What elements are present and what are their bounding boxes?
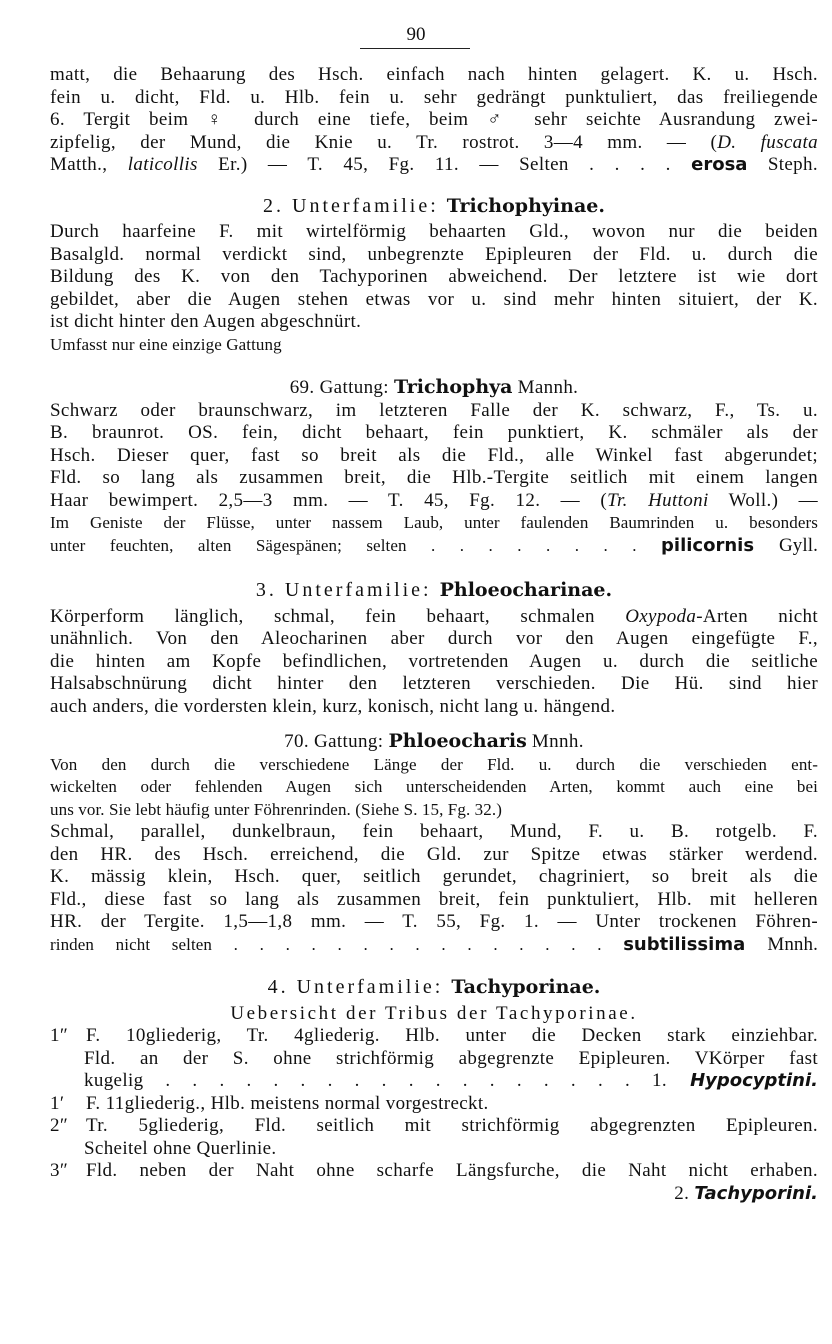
species-name-subtilissima: subtilissima: [623, 933, 746, 955]
text-line: fein u. dicht, Fld. u. Hlb. fein u. sehr gedrängt punktuliert, das freiliegende: [50, 86, 818, 108]
heading-tribes-overview: Uebersicht der Tribus der Tachyporinae.: [230, 1002, 638, 1024]
text-line: rinden nicht selten . . . . . . . . . . . . . . . subtilissima Mnnh.: [50, 933, 818, 955]
paragraph-phloeocharinae: [50, 606, 818, 719]
text-line: Fld., diese fast so lang als zusammen breit, fein punktuliert, Hlb. mit helleren: [50, 888, 818, 910]
text-line: Matth., laticollis Er.) — T. 45, Fg. 11. — Selten . . . . erosa Steph.: [50, 154, 818, 175]
key-number: 1′: [50, 1092, 65, 1114]
document-body: [50, 64, 818, 1205]
key-line: Fld. an der S. ohne strichförmig abgegrenzte Epipleuren. VKörper fast: [84, 1047, 818, 1069]
tribe-key: [50, 1025, 818, 1205]
key-line: 2. Tachyporini.: [674, 1182, 818, 1204]
key-number: 1″: [50, 1025, 69, 1046]
text-line: ist dicht hinter den Augen abgeschnürt.: [50, 311, 362, 332]
text-line: Schwarz oder braunschwarz, im letzteren Falle der K. schwarz, F., Ts. u.: [50, 399, 818, 421]
paragraph-trichophya: [50, 400, 818, 558]
heading-genus-69: 69. Gattung: Trichophya Mannh.: [289, 376, 579, 398]
paragraph-erosa: [50, 64, 818, 177]
text-line: K. mässig klein, Hsch. quer, seitlich gerundet, chagriniert, so breit als die: [50, 866, 818, 887]
text-line: HR. der Tergite. 1,5—1,8 mm. — T. 55, Fg. 1. — Unter trockenen Föhren-: [50, 911, 818, 932]
key-line: 3″ Fld. neben der Naht ohne scharfe Längsfurche, die Naht nicht erhaben.: [50, 1160, 818, 1181]
text-line: B. braunrot. OS. fein, dicht behaart, fein punktiert, K. schmäler als der: [50, 422, 818, 443]
text-line: Körperform länglich, schmal, fein behaart, schmalen Oxypoda-Arten nicht: [50, 605, 818, 627]
heading-subfamily-4: 4. Unterfamilie: Tachyporinae.: [267, 976, 601, 998]
text-line: Hsch. Dieser quer, fast so breit als die Fld., alle Winkel fast abgerundet;: [50, 444, 818, 466]
text-line: Bildung des K. von den Tachyporinen abweichend. Der letztere ist wie dort: [50, 266, 818, 287]
text-line: Umfasst nur eine einzige Gattung: [50, 334, 282, 354]
text-line: wickelten oder fehlenden Augen sich unterscheidenden Arten, kommt auch eine bei: [50, 777, 818, 796]
synonym-huttoni: Tr. Huttoni: [607, 489, 709, 511]
key-number: 3″: [50, 1160, 69, 1181]
page-number: 90: [406, 24, 426, 45]
text-line: 6. Tergit beim ♀ durch eine tiefe, beim ♂ sehr seichte Ausrandung zwei-: [50, 109, 818, 130]
heading-subfamily-3: 3. Unterfamilie: Phloeocharinae.: [255, 579, 613, 601]
key-line: 2″ Tr. 5gliederig, Fld. seitlich mit strichförmig abgegrenzten Epipleuren.: [50, 1115, 818, 1136]
text-line: matt, die Behaarung des Hsch. einfach nach hinten gelagert. K. u. Hsch.: [50, 64, 818, 85]
text-line: Basalgld. normal verdickt sind, unbegrenzte Epipleuren der Fld. u. durch die: [50, 243, 818, 265]
text-line: Im Geniste der Flüsse, unter nassem Laub, unter faulenden Baumrinden u. besonders: [50, 513, 818, 532]
text-line: zipfelig, der Mund, die Knie u. Tr. rostrot. 3—4 mm. — (D. fuscata: [50, 131, 819, 153]
text-line: gebildet, aber die Augen stehen etwas vor u. sind mehr hinten situiert, der K.: [50, 288, 818, 310]
text-line: Fld. so lang als zusammen breit, die Hlb.-Tergite seitlich mit einem langen: [50, 467, 818, 488]
text-line: Halsabschnürung dicht hinter den letzteren verschieden. Die Hü. sind hier: [50, 673, 818, 694]
tribe-name-hypocyptini: Hypocyptini.: [666, 1070, 819, 1091]
key-number: 2″: [50, 1115, 69, 1136]
synonym-laticollis: laticollis: [127, 154, 198, 175]
key-line: Scheitel ohne Querlinie.: [84, 1137, 277, 1159]
key-line: 1′ F. 11gliederig., Hlb. meistens normal vorgestreckt.: [50, 1092, 489, 1114]
text-line: Von den durch die verschiedene Länge der Fld. u. durch die verschieden ent-: [50, 754, 818, 774]
heading-subfamily-2: 2. Unterfamilie: Trichophyinae.: [263, 194, 605, 217]
heading-genus-70: 70. Gattung: Phloeocharis Mnnh.: [284, 730, 584, 752]
paragraph-phloeocharis: [50, 754, 818, 957]
text-line: uns vor. Sie lebt häufig unter Föhrenrinden. (Siehe S. 15, Fg. 32.): [50, 799, 502, 819]
species-name-pilicornis: pilicornis: [661, 534, 755, 556]
paragraph-trichophyinae: [50, 221, 818, 356]
synonym-fuscata: D. fuscata: [717, 131, 819, 153]
key-line: kugelig . . . . . . . . . . . . . . . . . . 1. Hypocyptini.: [84, 1070, 819, 1091]
key-line: 1″ F. 10gliederig, Tr. 4gliederig. Hlb. unter die Decken stark einziehbar.: [50, 1025, 818, 1046]
text-line: die hinten am Kopfe befindlichen, vortretenden Augen u. durch die seitliche: [50, 650, 818, 672]
text-line: Durch haarfeine F. mit wirtelförmig behaarten Gld., wovon nur die beiden: [50, 221, 818, 242]
tribe-name-tachyporini: Tachyporini.: [694, 1182, 818, 1204]
page-number-rule: [360, 48, 470, 49]
species-name-erosa: erosa: [691, 154, 748, 175]
text-line: Schmal, parallel, dunkelbraun, fein behaart, Mund, F. u. B. rotgelb. F.: [50, 821, 818, 842]
text-line: Haar bewimpert. 2,5—3 mm. — T. 45, Fg. 12. — (Tr. Huttoni Woll.) —: [50, 489, 818, 511]
text-line: auch anders, die vordersten klein, kurz, konisch, nicht lang u. hängend.: [50, 695, 616, 717]
text-line: den HR. des Hsch. erreichend, die Gld. zur Spitze etwas stärker werdend.: [50, 843, 818, 865]
text-line: unähnlich. Von den Aleocharinen aber durch vor den Augen eingefügte F.,: [50, 628, 818, 649]
text-line: unter feuchten, alten Sägespänen; selten . . . . . . . . pilicornis Gyll.: [50, 534, 818, 556]
